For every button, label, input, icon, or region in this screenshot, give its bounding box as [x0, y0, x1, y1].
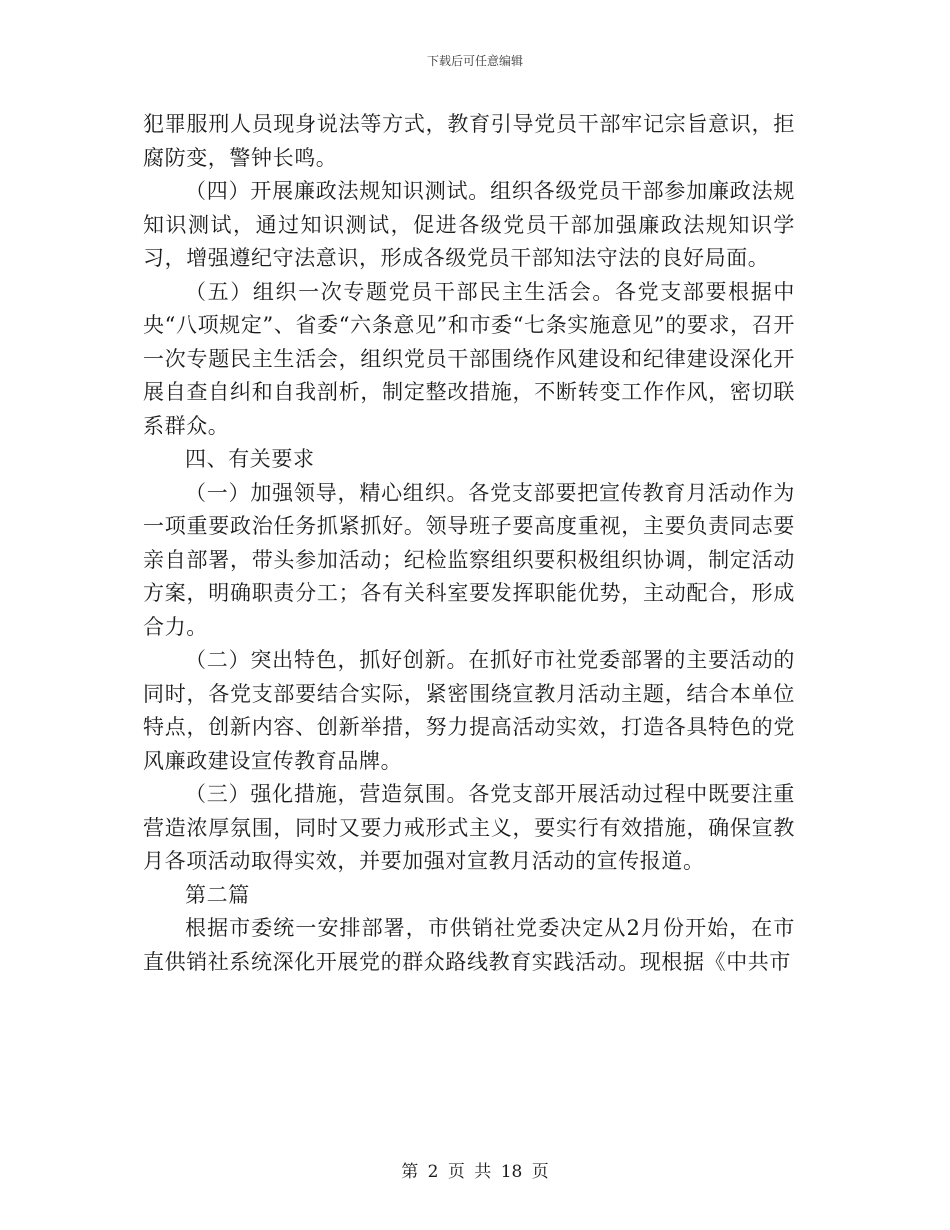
- document-body: [143, 108, 795, 979]
- section-heading-part-two: 第二篇: [185, 882, 250, 907]
- page-number: 第 2 页 共 18 页: [401, 1162, 549, 1182]
- paragraph-1: 犯罪服刑人员现身说法等方式，教育引导党员干部牢记宗旨意识，拒腐防变，警钟长鸣。: [143, 112, 795, 170]
- paragraph-7: 根据市委统一安排部署，市供销社党委决定从2月份开始，在市直供销社系统深化开展党的群众路线教育实践活动。现根据《中共市: [143, 916, 795, 974]
- paragraph-2: （四）开展廉政法规知识测试。组织各级党员干部参加廉政法规知识测试，通过知识测试，促进各级党员干部加强廉政法规知识学习，增强遵纪守法意识，形成各级党员干部知法守法的良好局面。: [143, 179, 795, 270]
- paragraph-3: （五）组织一次专题党员干部民主生活会。各党支部要根据中央“八项规定”、省委“六条意见”和市委“七条实施意见”的要求，召开一次专题民主生活会，组织党员干部围绕作风建设和纪律建设深化开展自查自纠和自我剖析，制定整改措施，不断转变工作作风，密切联系群众。: [143, 279, 795, 438]
- paragraph-6: （三）强化措施，营造氛围。各党支部开展活动过程中既要注重营造浓厚氛围，同时又要力戒形式主义，要实行有效措施，确保宣教月各项活动取得实效，并要加强对宣教月活动的宣传报道。: [143, 782, 795, 873]
- section-heading-requirements: 四、有关要求: [185, 447, 315, 471]
- paragraph-5: （二）突出特色，抓好创新。在抓好市社党委部署的主要活动的同时，各党支部要结合实际，紧密围绕宣教月活动主题，结合本单位特点，创新内容、创新举措，努力提高活动实效，打造各具特色的党风廉政建设宣传教育品牌。: [143, 648, 795, 773]
- paragraph-4: （一）加强领导，精心组织。各党支部要把宣传教育月活动作为一项重要政治任务抓紧抓好。领导班子要高度重视，主要负责同志要亲自部署，带头参加活动；纪检监察组织要积极组织协调，制定活动方案，明确职责分工；各有关科室要发挥职能优势，主动配合，形成合力。: [143, 480, 795, 639]
- page-header: 下载后可任意编辑: [426, 54, 523, 68]
